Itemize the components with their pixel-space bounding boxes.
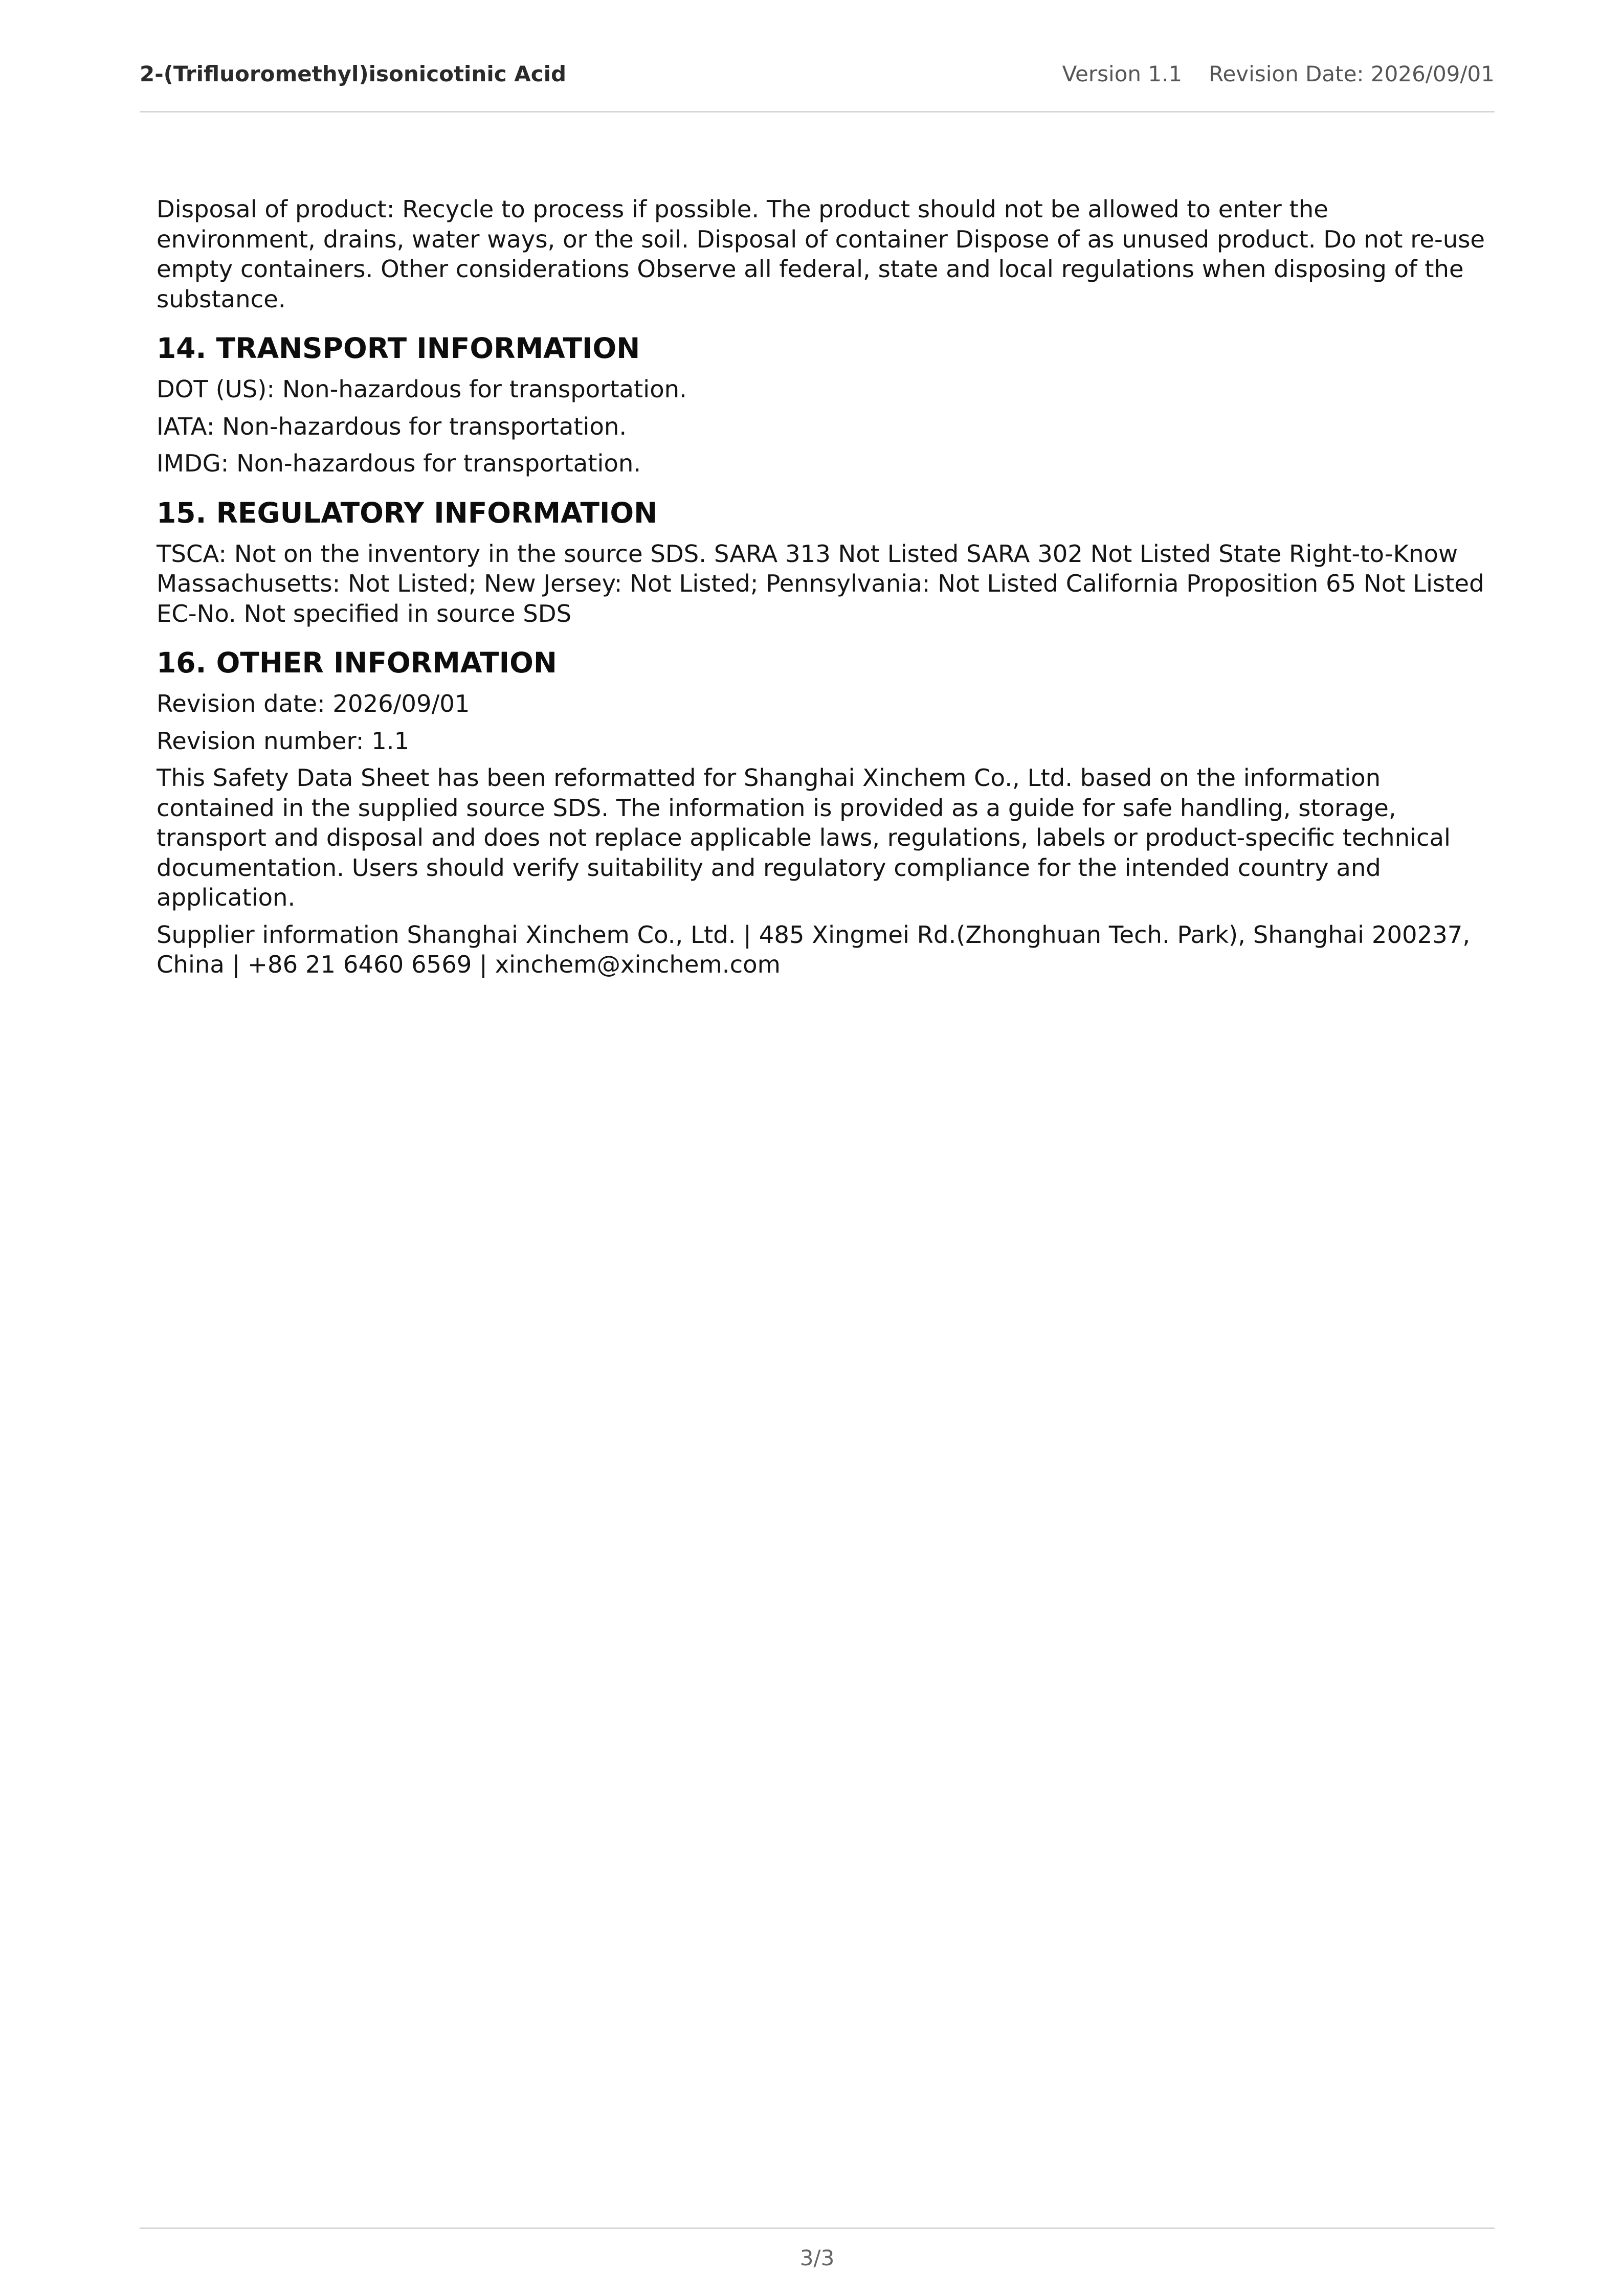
imdg-line: IMDG: Non-hazardous for transportation.: [157, 449, 641, 477]
version-label: Version 1.1: [1062, 61, 1183, 86]
revision-date-line: Revision date: 2026/09/01: [157, 690, 470, 717]
page-number: 3/3: [799, 2245, 835, 2270]
page-footer: [140, 2227, 1495, 2270]
supplier-paragraph: Supplier information Shanghai Xinchem Co., Ltd. | 485 Xingmei Rd.(Zhonghuan Tech. Park), Shanghai 200237, China | +86 21 6460 6569 | xinchem@xinchem.com: [157, 920, 1471, 978]
other-info-heading: 16. OTHER INFORMATION: [157, 646, 557, 679]
dot-line: DOT (US): Non-hazardous for transportation.: [157, 375, 687, 403]
page-header: [140, 57, 1495, 112]
transport-heading: 14. TRANSPORT INFORMATION: [157, 332, 640, 365]
disclaimer-paragraph: This Safety Data Sheet has been reformatted for Shanghai Xinchem Co., Ltd. based on the information contained in the supplied source SDS. The information is provided as a guide for safe handling, storage, transport and disposal and does not replace applicable laws, regulations, labels or product-specific technical documentation. Users should verify suitability and regulatory compliance for the intended country and application.: [157, 764, 1451, 911]
regulatory-paragraph: TSCA: Not on the inventory in the source SDS. SARA 313 Not Listed SARA 302 Not Listed State Right-to-Know Massachusetts: Not Listed; New Jersey: Not Listed; Pennsylvania: Not Listed California Proposition 65 Not Listed EC-No. Not specified in source SDS: [157, 539, 1484, 627]
disposal-paragraph: Disposal of product: Recycle to process if possible. The product should not be allowed to enter the environment, drains, water ways, or the soil. Disposal of container Dispose of as unused product. Do not re-use empty containers. Other considerations Observe all federal, state and local regulations when disposing of the substance.: [157, 195, 1485, 313]
revision-date-label: Revision Date: 2026/09/01: [1209, 61, 1495, 86]
document-title: 2-(Trifluoromethyl)isonicotinic Acid: [140, 61, 567, 86]
iata-line: IATA: Non-hazardous for transportation.: [157, 412, 627, 440]
revision-number-line: Revision number: 1.1: [157, 727, 410, 755]
regulatory-heading: 15. REGULATORY INFORMATION: [157, 496, 658, 529]
document-body: [157, 194, 1486, 987]
header-meta: [1062, 61, 1495, 86]
